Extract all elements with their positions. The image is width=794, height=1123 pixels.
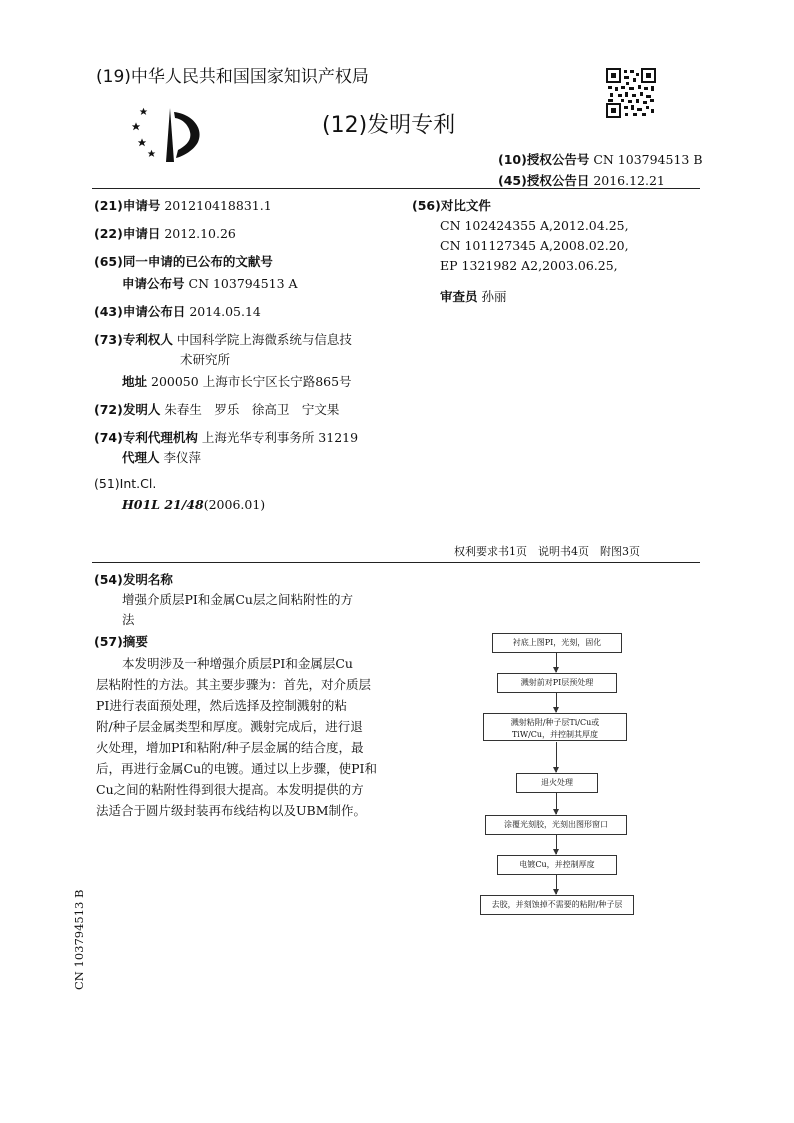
address-label: 地址 (122, 374, 148, 389)
divider (92, 562, 700, 563)
flow-step-3: 溅射粘附/种子层Ti/Cu或TiW/Cu，并控制其厚度 (483, 713, 627, 741)
flow-arrow (556, 652, 557, 672)
application-number-value: 201210418831.1 (164, 198, 272, 213)
address-value: 200050 上海市长宁区长宁路865号 (151, 374, 352, 389)
reference-item: CN 102424355 A,2012.04.25, (440, 218, 629, 233)
flow-step-4: 退火处理 (516, 773, 598, 793)
address (122, 372, 352, 390)
prior-publication-label: (65)同一申请的已公布的文献号 (94, 254, 273, 269)
abstract-line: PI进行表面预处理，然后选择及控制溅射的粘 (96, 698, 347, 713)
invention-title-cont: 法 (122, 612, 135, 627)
abstract-line: 层粘附性的方法。其主要步骤为：首先，对介质层 (96, 677, 372, 692)
patentee-value-cont: 术研究所 (180, 352, 231, 367)
pages-info: 权利要求书1页 说明书4页 附图3页 (454, 545, 640, 558)
flow-step-7: 去胶，并刻蚀掉不需要的粘附/种子层 (480, 895, 634, 915)
flow-step-1: 衬底上图PI，光刻，固化 (492, 633, 622, 653)
document-type: (12)发明专利 (322, 113, 456, 138)
abstract-line: 附/种子层金属类型和厚度。溅射完成后，进行退 (96, 719, 363, 734)
agent-label: 代理人 (122, 450, 160, 465)
reference-item: CN 101127345 A,2008.02.20, (440, 238, 629, 253)
flow-step-2: 溅射前对PI层预处理 (497, 673, 617, 693)
publication-date (94, 302, 261, 320)
publication-date-value: 2014.05.14 (189, 304, 261, 319)
reference-item: EP 1321982 A2,2003.06.25, (440, 258, 618, 273)
office-name: (19)中华人民共和国国家知识产权局 (96, 67, 369, 87)
application-number-label: (21)申请号 (94, 198, 161, 213)
cnipa-logo-icon (130, 104, 208, 166)
divider (92, 188, 700, 189)
abstract-line: 法适合于圆片级封装再布线结构以及UBM制作。 (96, 803, 367, 818)
examiner-value: 孙丽 (481, 289, 507, 304)
ipc-classification (122, 497, 265, 512)
abstract-line: 火处理，增加PI和粘附/种子层金属的结合度，最 (96, 740, 364, 755)
grant-date (498, 171, 665, 189)
qr-code-icon (606, 68, 656, 118)
flow-step-6: 电镀Cu，并控制厚度 (497, 855, 617, 875)
publication-number (122, 274, 298, 292)
flow-arrow (556, 834, 557, 854)
application-date-value: 2012.10.26 (164, 226, 236, 241)
grant-number (498, 150, 703, 168)
application-number (94, 196, 272, 214)
abstract-line: Cu之间的粘附性得到很大提高。本发明提供的方 (96, 782, 364, 797)
inventors (94, 400, 339, 418)
abstract-line: 本发明涉及一种增强介质层PI和金属层Cu (122, 656, 353, 671)
abstract-line: 后，再进行金属Cu的电镀。通过以上步骤，使PI和 (96, 761, 377, 776)
examiner (440, 287, 507, 305)
agency-value: 上海光华专利事务所 31219 (201, 430, 359, 445)
grant-date-value: 2016.12.21 (593, 173, 665, 188)
inventors-label: (72)发明人 (94, 402, 161, 417)
grant-date-label: (45)授权公告日 (498, 173, 590, 188)
invention-title: 增强介质层PI和金属Cu层之间粘附性的方 (122, 592, 353, 607)
agency-label: (74)专利代理机构 (94, 430, 198, 445)
application-date (94, 224, 236, 242)
examiner-label: 审查员 (440, 289, 478, 304)
publication-number-value: CN 103794513 A (188, 276, 298, 291)
flow-arrow (556, 692, 557, 712)
flow-arrow (556, 874, 557, 894)
agent (122, 448, 201, 466)
side-document-number: CN 103794513 B (72, 889, 86, 990)
publication-date-label: (43)申请公布日 (94, 304, 186, 319)
grant-number-value: CN 103794513 B (593, 152, 703, 167)
ipc-code: H01L 21/48 (122, 497, 204, 512)
references-label: (56)对比文件 (412, 198, 491, 213)
ipc-version: (2006.01) (203, 497, 266, 512)
publication-number-label: 申请公布号 (122, 276, 185, 291)
agent-value: 李仪萍 (163, 450, 202, 465)
flow-arrow (556, 742, 557, 772)
agency (94, 428, 358, 446)
patentee-label: (73)专利权人 (94, 332, 173, 347)
patentee (94, 330, 352, 348)
flow-step-5: 涂覆光刻胶，光刻出图形窗口 (485, 815, 627, 835)
inventors-value: 朱春生 罗乐 徐高卫 宁文果 (164, 402, 340, 417)
ipc-label: (51)Int.Cl. (94, 476, 157, 491)
abstract-label: (57)摘要 (94, 634, 148, 649)
patentee-value: 中国科学院上海微系统与信息技 (176, 332, 352, 347)
application-date-label: (22)申请日 (94, 226, 161, 241)
flow-arrow (556, 792, 557, 814)
title-label: (54)发明名称 (94, 572, 173, 587)
grant-number-label: (10)授权公告号 (498, 152, 590, 167)
